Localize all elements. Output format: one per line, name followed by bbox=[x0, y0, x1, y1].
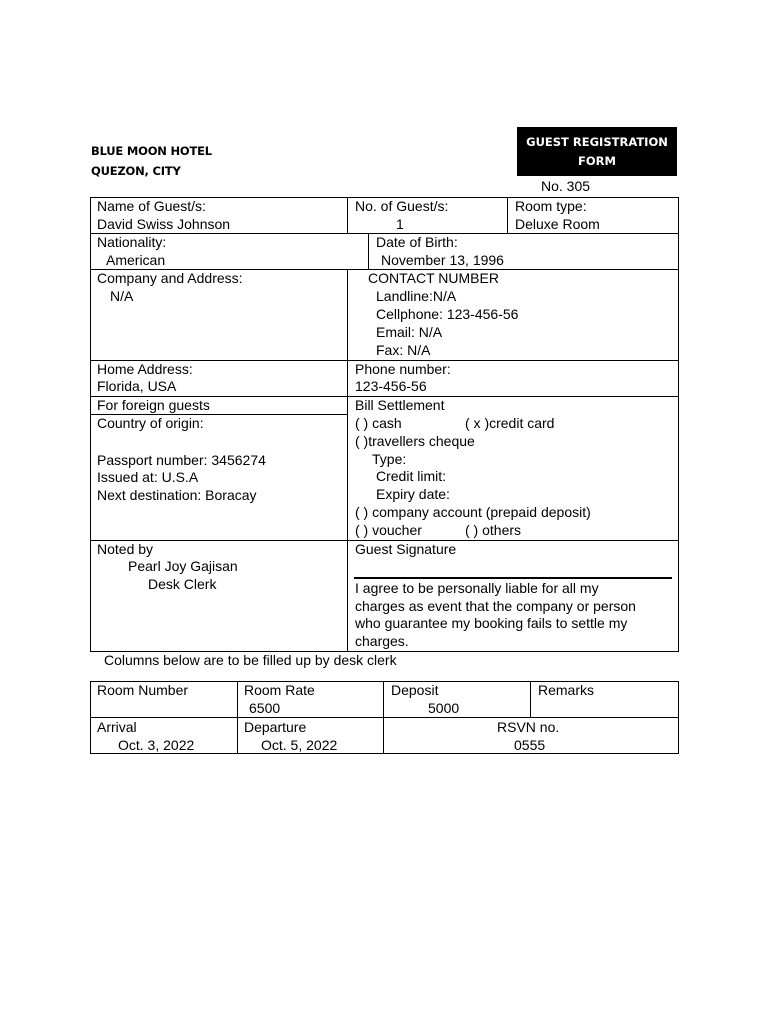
room-rate-label: Room Rate bbox=[244, 682, 315, 698]
credit-limit: Credit limit: bbox=[376, 468, 447, 484]
noted-by-label: Noted by bbox=[97, 541, 154, 557]
phone-value: 123-456-56 bbox=[355, 378, 427, 394]
dob-label: Date of Birth: bbox=[376, 234, 458, 250]
agreement-line1: I agree to be personally liable for all my bbox=[355, 580, 599, 596]
rsvn-value: 0555 bbox=[514, 737, 546, 753]
room-rate-value: 6500 bbox=[249, 700, 281, 716]
company-value: N/A bbox=[110, 288, 134, 304]
guest-count-value: 1 bbox=[396, 216, 404, 232]
form-title-line1: GUEST REGISTRATION bbox=[526, 134, 668, 149]
country-of-origin-label: Country of origin: bbox=[97, 415, 204, 431]
agreement-line4: charges. bbox=[355, 633, 409, 649]
guest-count-label: No. of Guest/s: bbox=[355, 198, 449, 214]
room-type-label: Room type: bbox=[515, 198, 587, 214]
option-credit-card: ( x )credit card bbox=[465, 415, 555, 431]
room-number-label: Room Number bbox=[97, 682, 189, 698]
option-others: ( ) others bbox=[465, 522, 522, 538]
agreement-line3: who guarantee my booking fails to settle my bbox=[355, 615, 628, 631]
contact-heading: CONTACT NUMBER bbox=[368, 270, 499, 286]
form-title-banner bbox=[517, 127, 677, 176]
deposit-value: 5000 bbox=[428, 700, 460, 716]
clerk-role: Desk Clerk bbox=[148, 576, 217, 592]
bill-settlement-heading: Bill Settlement bbox=[355, 397, 445, 413]
next-destination: Next destination: Boracay bbox=[97, 487, 257, 503]
nationality-value: American bbox=[106, 252, 166, 268]
room-type-value: Deluxe Room bbox=[515, 216, 600, 232]
form-title-line2: FORM bbox=[578, 153, 616, 168]
guest-name-value: David Swiss Johnson bbox=[97, 216, 231, 232]
clerk-note: Columns below are to be filled up by desk clerk bbox=[104, 652, 397, 668]
home-address-label: Home Address: bbox=[97, 361, 193, 377]
phone-label: Phone number: bbox=[355, 361, 451, 377]
departure-value: Oct. 5, 2022 bbox=[261, 737, 338, 753]
arrival-label: Arrival bbox=[97, 719, 137, 735]
option-voucher: ( ) voucher bbox=[355, 522, 422, 538]
deposit-label: Deposit bbox=[391, 682, 439, 698]
remarks-label: Remarks bbox=[538, 682, 595, 698]
nationality-label: Nationality: bbox=[97, 234, 167, 250]
dob-value: November 13, 1996 bbox=[381, 252, 504, 268]
issued-at: Issued at: U.S.A bbox=[97, 469, 199, 485]
home-address-value: Florida, USA bbox=[97, 378, 177, 394]
guest-name-label: Name of Guest/s: bbox=[97, 198, 206, 214]
contact-landline: Landline:N/A bbox=[376, 288, 457, 304]
agreement-line2: charges as event that the company or person bbox=[355, 598, 636, 614]
contact-email: Email: N/A bbox=[376, 324, 443, 340]
departure-label: Departure bbox=[244, 719, 307, 735]
option-cash: ( ) cash bbox=[355, 415, 402, 431]
form-number: No. 305 bbox=[541, 178, 591, 194]
arrival-value: Oct. 3, 2022 bbox=[118, 737, 195, 753]
contact-cellphone: Cellphone: 123-456-56 bbox=[376, 306, 519, 322]
cheque-type: Type: bbox=[372, 451, 407, 467]
company-label: Company and Address: bbox=[97, 270, 243, 286]
clerk-name: Pearl Joy Gajisan bbox=[128, 558, 238, 574]
contact-fax: Fax: N/A bbox=[376, 342, 431, 358]
guest-signature-label: Guest Signature bbox=[355, 541, 457, 557]
passport-number: Passport number: 3456274 bbox=[97, 452, 266, 468]
hotel-city: QUEZON, CITY bbox=[91, 164, 181, 178]
rsvn-label: RSVN no. bbox=[497, 719, 560, 735]
hotel-name: BLUE MOON HOTEL bbox=[91, 144, 212, 158]
option-travellers-cheque: ( )travellers cheque bbox=[355, 433, 475, 449]
foreign-guests-heading: For foreign guests bbox=[97, 397, 210, 413]
expiry-date: Expiry date: bbox=[376, 486, 450, 502]
hotel-header bbox=[91, 141, 212, 181]
option-company-account: ( ) company account (prepaid deposit) bbox=[355, 504, 591, 520]
